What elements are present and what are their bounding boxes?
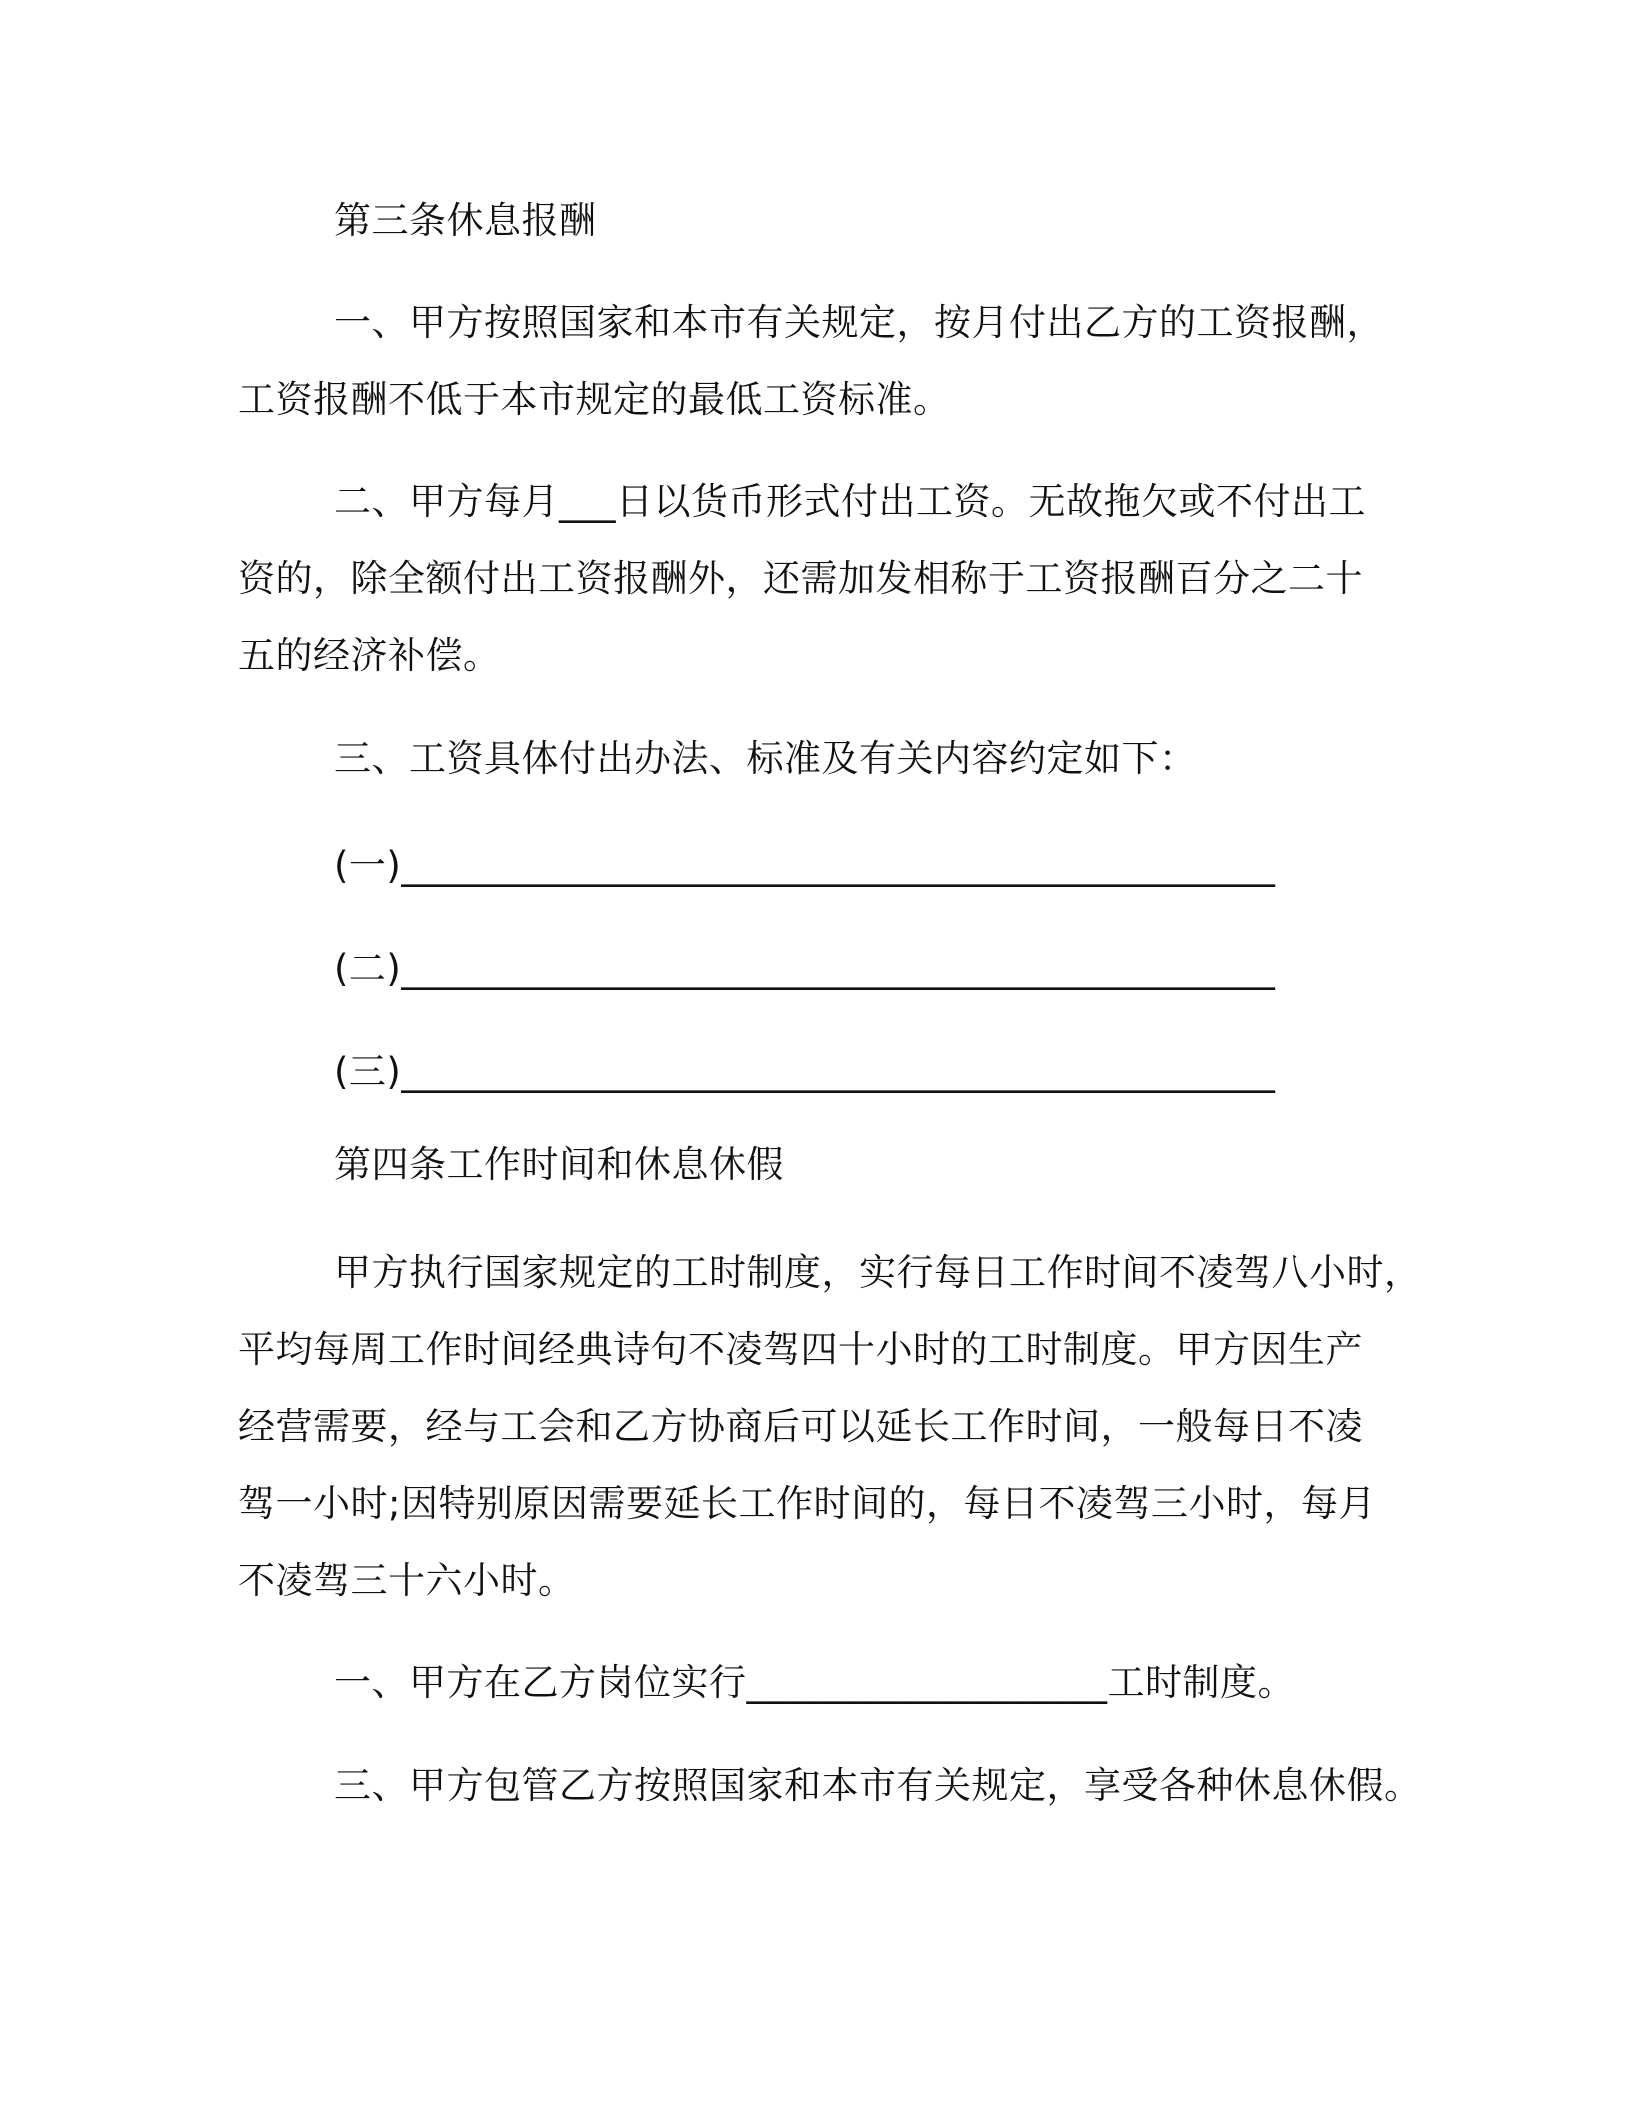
paragraph-line: 一、甲方按照国家和本市有关规定，按月付出乙方的工资报酬， [334, 301, 1384, 344]
paragraph-line: 平均每周工作时间经典诗句不凌驾四十小时的工时制度。甲方因生产 [238, 1328, 1363, 1371]
section-heading-4: 第四条工作时间和休息休假 [334, 1143, 784, 1186]
paragraph-line: 二、甲方每月___日以货币形式付出工资。无故拖欠或不付出工 [334, 480, 1366, 523]
paragraph-line: 五的经济补偿。 [238, 634, 501, 677]
paragraph-line: 一、甲方在乙方岗位实行___________________工时制度。 [334, 1661, 1295, 1704]
paragraph-line: 驾一小时;因特别原因需要延长工作时间的，每日不凌驾三小时，每月 [238, 1482, 1376, 1525]
paragraph-line: 工资报酬不低于本市规定的最低工资标准。 [238, 378, 951, 421]
blank-item-1: (一)______________________________________________ [334, 844, 1276, 887]
blank-item-3: (三)______________________________________________ [334, 1050, 1276, 1093]
section-heading-3: 第三条休息报酬 [334, 199, 597, 242]
paragraph-line: 甲方执行国家规定的工时制度，实行每日工作时间不凌驾八小时， [334, 1251, 1422, 1294]
paragraph-line: 资的，除全额付出工资报酬外，还需加发相称于工资报酬百分之二十 [238, 557, 1363, 600]
paragraph-line: 三、工资具体付出办法、标准及有关内容约定如下： [334, 737, 1197, 780]
paragraph-line: 三、甲方包管乙方按照国家和本市有关规定，享受各种休息休假。 [334, 1764, 1422, 1807]
paragraph-line: 经营需要，经与工会和乙方协商后可以延长工作时间，一般每日不凌 [238, 1405, 1363, 1448]
blank-item-2: (二)______________________________________________ [334, 947, 1276, 990]
paragraph-line: 不凌驾三十六小时。 [238, 1559, 576, 1602]
